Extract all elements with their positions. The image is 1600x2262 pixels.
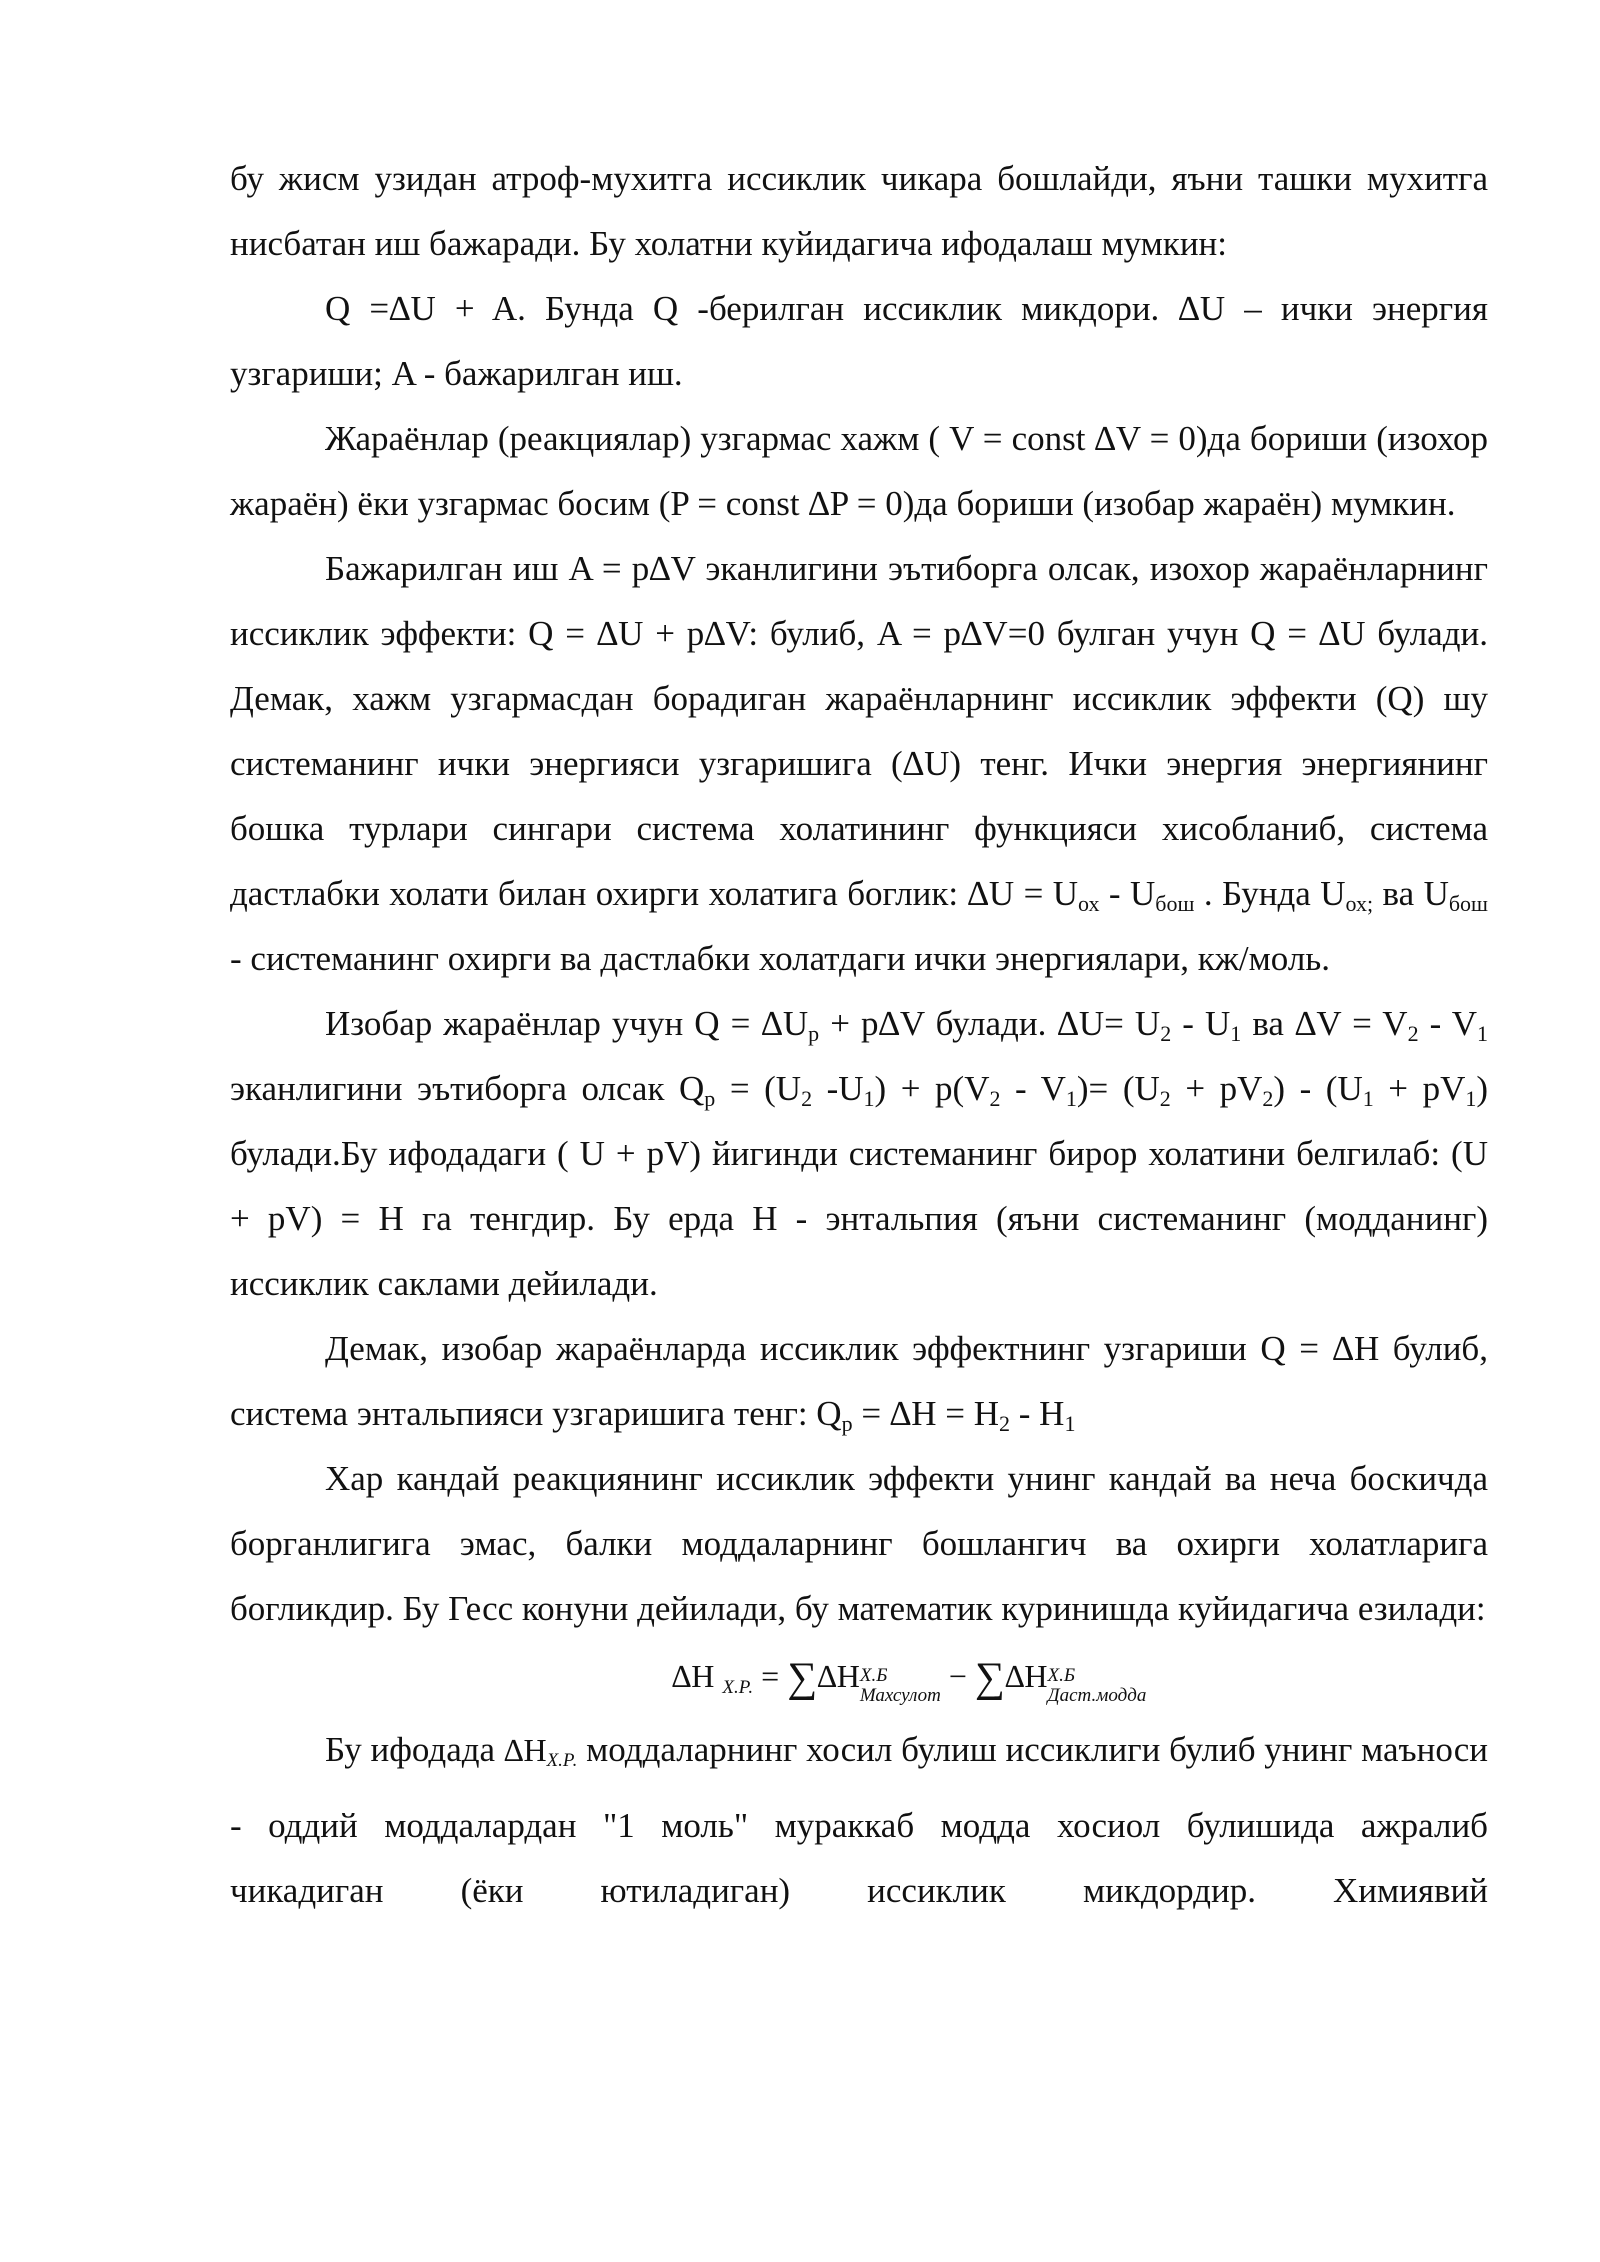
paragraph-7: Хар кандай реакциянинг иссиклик эффекти унинг кандай ва неча боскичда борганлигига эмас, балки моддаларнинг бошлангич ва охирги холатларига богликдир. Бу Гесс конуни дейилади, бу математик куринишда куйидагича езилади: bbox=[230, 1459, 1488, 1628]
p6-sub-p: p bbox=[841, 1411, 853, 1436]
formula-sub-initial: Даст.модда bbox=[1047, 1685, 1147, 1706]
sub-ox: ох bbox=[1078, 891, 1100, 916]
p5-sub: 2 bbox=[1407, 1021, 1419, 1046]
p5-i: ) + p(V bbox=[874, 1069, 990, 1108]
p6-sub: 2 bbox=[999, 1411, 1011, 1436]
p5-d: ва ∆V = V bbox=[1241, 1004, 1408, 1043]
formula-stack-1 bbox=[860, 1666, 941, 1706]
paragraph-8 bbox=[230, 1717, 1488, 1923]
eq-du: ∆U = U bbox=[967, 874, 1079, 913]
p5-e: - V bbox=[1418, 1004, 1477, 1043]
p5-h: -U bbox=[812, 1069, 864, 1108]
paragraph-4-text-4: - системанинг охирги ва дастлабки холатдаги ички энергиялари, кж/моль. bbox=[230, 939, 1331, 978]
p5-l: + pV bbox=[1170, 1069, 1263, 1108]
formula-stack-2 bbox=[1048, 1666, 1147, 1706]
p5-sub: 2 bbox=[1262, 1086, 1274, 1111]
p5-sub: 1 bbox=[1065, 1086, 1077, 1111]
formula-sup-xb: Х.Б bbox=[859, 1665, 888, 1686]
formula-sub-product: Махсулот bbox=[859, 1685, 941, 1706]
p5-m: ) - (U bbox=[1273, 1069, 1363, 1108]
p5-sub: 1 bbox=[1362, 1086, 1374, 1111]
paragraph-3: Жараёнлар (реакциялар) узгармас хажм ( V = const ∆V = 0)да бориши (изохор жараён) ёки узгармас босим (P = const ∆P = 0)да бориши (изобар жараён) мумкин. bbox=[230, 419, 1488, 523]
paragraph-5 bbox=[230, 991, 1488, 1316]
p5-c: - U bbox=[1171, 1004, 1231, 1043]
inline-dh-symbol: ∆H bbox=[503, 1732, 547, 1768]
p5-k: )= (U bbox=[1076, 1069, 1160, 1108]
p5-j: - V bbox=[1000, 1069, 1066, 1108]
p8-b: моддаларнинг хосил булиш иссиклиги булиб унинг маъноси - оддий моддалардан "1 моль" мураккаб модда хосиол булишида ажралиб чикадиган (ёки ютиладиган) иссиклик микдордир. Химиявий bbox=[230, 1730, 1489, 1910]
formula-sup-xb-2: Х.Б bbox=[1047, 1665, 1076, 1686]
p5-sub: 1 bbox=[1477, 1021, 1488, 1046]
formula-dh-2: ∆H bbox=[817, 1658, 860, 1694]
p5-g: = (U bbox=[715, 1069, 802, 1108]
hess-law-formula bbox=[330, 1641, 1488, 1717]
p5-sub-p: p bbox=[704, 1086, 716, 1111]
p5-sub: 1 bbox=[863, 1086, 875, 1111]
p5-sub: 2 bbox=[1159, 1086, 1171, 1111]
formula-sum-2: ∑ bbox=[974, 1655, 1005, 1701]
p6-a: Демак, изобар жараёнларда иссиклик эффектнинг узгариши Q = ∆H булиб, система энтальпияси узгаришига тенг: Q bbox=[230, 1329, 1488, 1433]
paragraph-4 bbox=[230, 536, 1488, 991]
p6-b: = ∆H = H bbox=[852, 1394, 1000, 1433]
paragraph-1: бу жисм узидан атроф-мухитга иссиклик чикара бошлайди, яъни ташки мухитга нисбатан иш бажаради. Бу холатни куйидагича ифодалаш мумкин: bbox=[230, 159, 1488, 263]
p6-sub: 1 bbox=[1064, 1411, 1076, 1436]
formula-minus: − bbox=[940, 1658, 975, 1694]
formula-sub-xr: Х.Р. bbox=[722, 1677, 754, 1698]
formula-eq: = bbox=[753, 1658, 788, 1694]
p5-sub: 2 bbox=[989, 1086, 1001, 1111]
inline-dh-sub: Х.Р. bbox=[546, 1750, 578, 1771]
document-page bbox=[230, 146, 1488, 1923]
p6-c: - H bbox=[1010, 1394, 1065, 1433]
paragraph-4-text: Бажарилган иш A = p∆V эканлигини эътиборга олсак, изохор жараёнларнинг иссиклик эффекти: Q = ∆U + p∆V: булиб, A = p∆V=0 булган учун Q = ∆U булади. Демак, хажм узгармасдан борадиган жараёнларнинг иссиклик эффекти (Q) шу системанинг ички энергияси узгаришига (∆U) тенг. Ички энергия энергиянинг бошка турлари сингари система холатининг функцияси хисобланиб, система дастлабки холати билан охирги холатига боглик: bbox=[230, 549, 1488, 913]
p8-a: Бу ифодада bbox=[325, 1730, 496, 1769]
eq-minus: - U bbox=[1099, 874, 1156, 913]
inline-dh bbox=[503, 1732, 578, 1771]
p5-b: + p∆V булади. ∆U= U bbox=[819, 1004, 1161, 1043]
p5-sub: 2 bbox=[801, 1086, 813, 1111]
sub-bosh: бош bbox=[1155, 891, 1195, 916]
p5-o: ) булади.Бу ифодадаги ( U + pV) йигинди системанинг бирор холатини белгилаб: (U + pV) = H га тенгдир. Бу ерда H - энтальпия (яъни системанинг (модданинг) иссиклик саклами дейилади. bbox=[230, 1069, 1489, 1303]
p5-sub: 2 bbox=[1160, 1021, 1172, 1046]
formula-sum-1: ∑ bbox=[787, 1655, 818, 1701]
p5-a: Изобар жараёнлар учун Q = ∆U bbox=[325, 1004, 809, 1043]
paragraph-4-text-2: . Бунда U bbox=[1194, 874, 1346, 913]
p5-sub: 1 bbox=[1465, 1086, 1477, 1111]
paragraph-6 bbox=[230, 1316, 1488, 1446]
formula-dh: ∆H bbox=[671, 1658, 715, 1694]
p5-f: эканлигини эътиборга олсак Q bbox=[230, 1069, 705, 1108]
paragraph-2: Q =∆U + A. Бунда Q -берилган иссиклик микдори. ∆U – ички энергия узгариши; A - бажарилган иш. bbox=[230, 289, 1488, 393]
formula-dh-3: ∆H bbox=[1004, 1658, 1048, 1694]
p5-sub: 1 bbox=[1230, 1021, 1242, 1046]
paragraph-4-text-3: ва U bbox=[1373, 874, 1449, 913]
sub-bosh-2: бош bbox=[1448, 891, 1488, 916]
p5-n: + pV bbox=[1373, 1069, 1466, 1108]
sub-ox-2: ох; bbox=[1345, 891, 1374, 916]
p5-sub-p: p bbox=[808, 1021, 820, 1046]
